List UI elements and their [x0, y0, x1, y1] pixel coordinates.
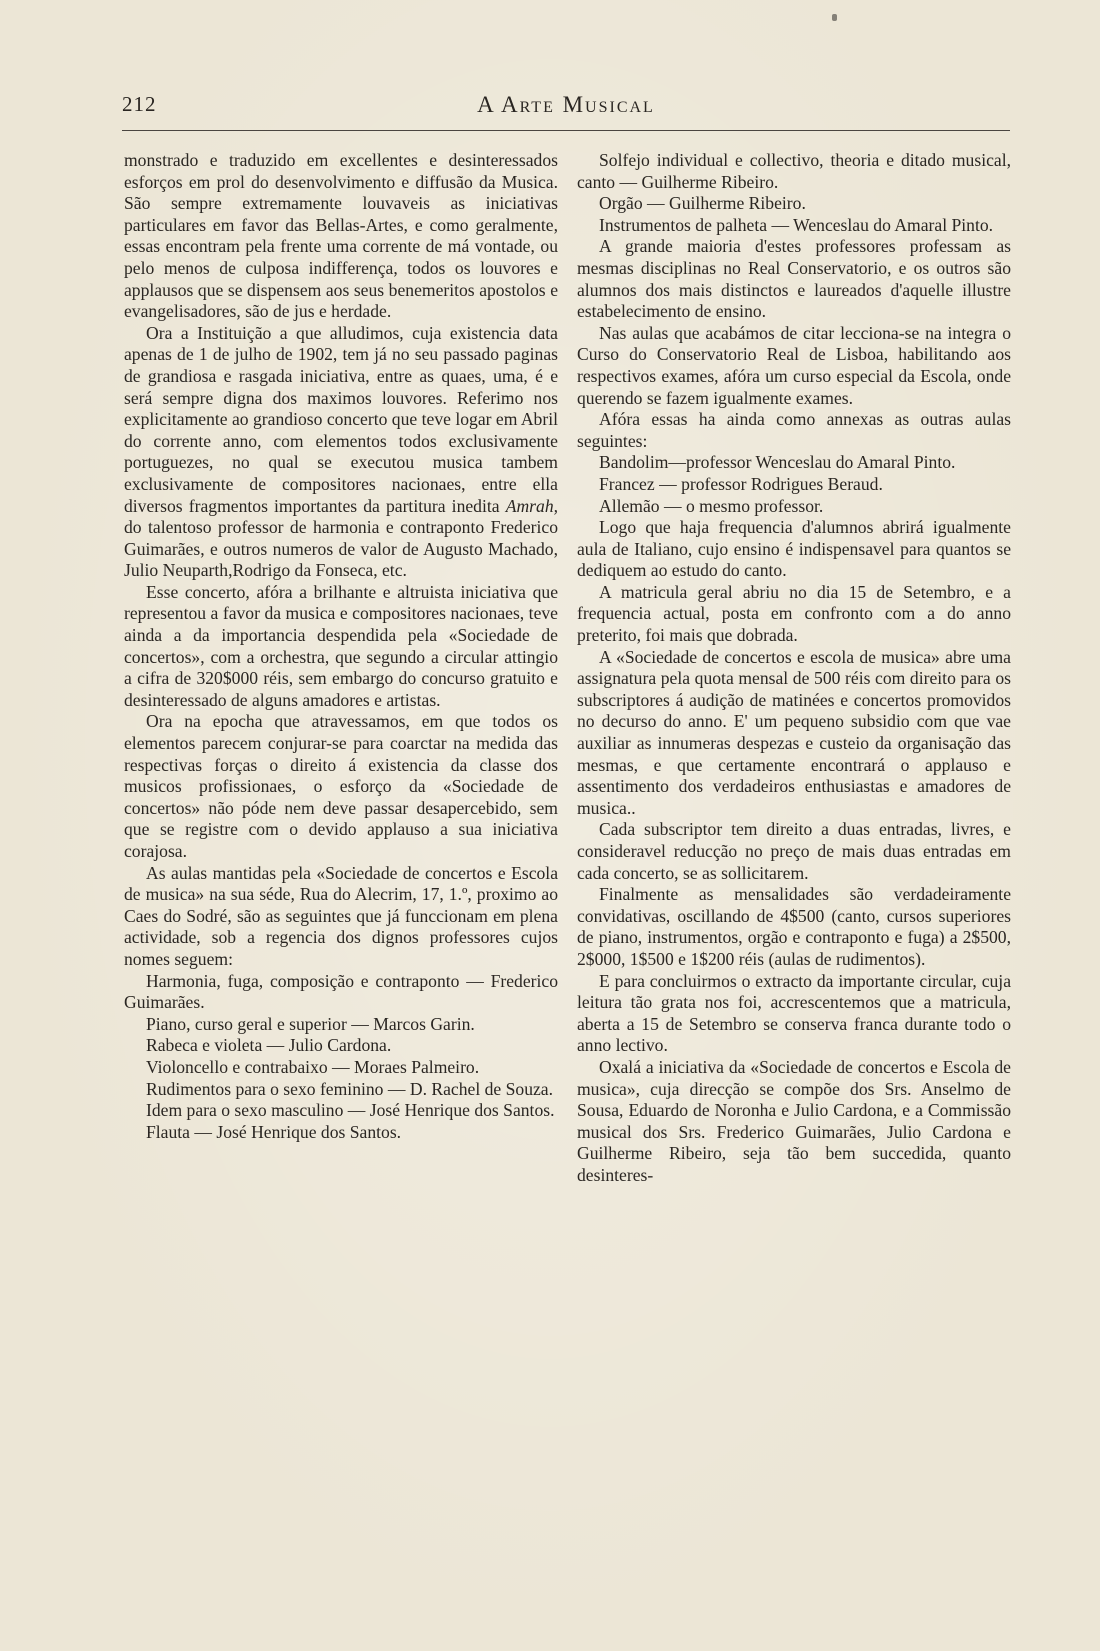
paragraph-text: Ora a Instituição a que alludimos, cuja existencia data apenas de 1 de julho de 1902, tem já no seu passado paginas de grandiosa e rasgada iniciativa, entre as quaes, uma, é e será sempre digna dos maximos louvores. Referimo nos explicitamente ao grandioso concerto que teve logar em Abril do corrente anno, com elementos todos exclusivamente portuguezes, no qual se executou musica tambem exclusivamente de compositores nacionaes, entre ella diversos fragmentos importantes da partitura inedita — [124, 322, 558, 516]
paragraph: Finalmente as mensalidades são verdadeiramente convidativas, oscillando de 4$500 (canto, cursos superiores de piano, instrumentos, orgão e contraponto e fuga) a 2$500, 2$000, 1$500 e 1$200 réis (aulas de rudimentos). — [577, 884, 1011, 969]
paragraph: Ora na epocha que atravessamos, em que todos os elementos parecem conjurar-se para coarctar na medida das respectivas forças o direito á existencia da classe dos musicos profissionaes, o esforço da «Sociedade de concertos» não póde nem deve passar desapercebido, sem que se registre com o devido applauso a sua iniciativa corajosa. — [124, 711, 558, 861]
paragraph: A «Sociedade de concertos e escola de musica» abre uma assignatura pela quota mensal de 500 réis com direito para os subscriptores á audição de matinées e concertos promovidos no decurso do anno. E' um pequeno subsidio com que vae auxiliar as innumeras despezas e custeio da organisação das mesmas, e que certamente encontrará o applauso e assentimento dos verdadeiros enthusiastas e amadores de musica.. — [577, 646, 1011, 818]
paragraph: As aulas mantidas pela «Sociedade de concertos e Escola de musica» na sua séde, Rua do Alecrim, 17, 1.º, proximo ao Caes do Sodré, são as seguintes que já funccionam em plena actividade, sob a regencia dos dignos professores cujos nomes seguem: — [124, 862, 558, 969]
paragraph: Nas aulas que acabámos de citar lecciona-se na integra o Curso do Conservatorio Real de Lisboa, habilitando aos respectivos exames, afóra um curso especial da Escola, onde querendo se fazem igualmente exames. — [577, 322, 1011, 408]
right-column — [577, 150, 1011, 1187]
class-listing: Rabeca e violeta — Julio Cardona. — [146, 1035, 392, 1056]
class-listing: Solfejo individual e collectivo, theoria e ditado musical, canto — Guilherme Ribeiro. — [577, 150, 1011, 192]
class-listing: Idem para o sexo masculino — José Henrique dos Santos. — [146, 1100, 555, 1121]
paragraph: Afóra essas ha ainda como annexas as outras aulas seguintes: — [577, 409, 1011, 451]
page-header — [122, 92, 1010, 122]
running-title: A Arte Musical — [477, 92, 655, 117]
page-number: 212 — [122, 92, 157, 116]
class-listing: Violoncello e contrabaixo — Moraes Palmeiro. — [146, 1056, 480, 1077]
paragraph: monstrado e traduzido em excellentes e desinteressados esforços em prol do desenvolvimento e diffusão da Musica. São sempre extremamente louvaveis as iniciativas particulares em favor das Bellas-Artes, e como geralmente, essas encontram pela frente uma corrente de má vontade, ou pelo menos de culposa indifferença, todos os louvores e applausos que se dispensem aos seus benemeritos apostolos e evangelisadores, são de jus e herdade. — [124, 150, 558, 322]
class-listing: Orgão — Guilherme Ribeiro. — [599, 193, 806, 214]
left-column — [124, 150, 558, 1143]
paragraph: Oxalá a iniciativa da «Sociedade de concertos e Escola de musica», cuja direcção se compõe dos Srs. Anselmo de Sousa, Eduardo de Noronha e Julio Cardona, e a Commissão musical dos Srs. Frederico Guimarães, Julio Cardona e Guilherme Ribeiro, seja tão bem succedida, quanto desinteres- — [577, 1056, 1011, 1185]
class-listing: Francez — professor Rodrigues Beraud. — [599, 473, 883, 494]
paragraph: Logo que haja frequencia d'alumnos abrirá igualmente aula de Italiano, cujo ensino é indispensavel para quantos se dediquem ao estudo do canto. — [577, 517, 1011, 581]
paragraph: A matricula geral abriu no dia 15 de Setembro, e a frequencia actual, posta em confronto com a do anno preterito, foi mais que dobrada. — [577, 581, 1011, 646]
class-listing: Allemão — o mesmo professor. — [599, 495, 824, 516]
class-listing: Instrumentos de palheta — Wenceslau do Amaral Pinto. — [599, 214, 994, 235]
paragraph: E para concluirmos o extracto da importante circular, cuja leitura tão grata nos foi, accrescentemos que a matricula, aberta a 15 de Setembro se conserva franca durante todo o anno lectivo. — [577, 970, 1011, 1056]
paragraph-text: do talentoso professor de harmonia e contraponto Frederico Guimarães, e outros numeros de valor de Augusto Machado, Julio Neuparth,Rodrigo da Fonseca, etc. — [124, 517, 558, 581]
paragraph: Cada subscriptor tem direito a duas entradas, livres, e consideravel reducção no preço de mais duas entradas em cada concerto, se as sollicitarem. — [577, 819, 1011, 883]
paragraph — [124, 323, 558, 582]
class-listing: Rudimentos para o sexo feminino — D. Rachel de Souza. — [146, 1078, 554, 1099]
class-listing: Piano, curso geral e superior — Marcos Garin. — [146, 1013, 475, 1034]
paragraph: Esse concerto, afóra a brilhante e altruista iniciativa que representou a favor da musica e compositores nacionaes, teve ainda a da importancia despendida pela «Sociedade de concertos», com a orchestra, que segundo a circular attingio a cifra de 320$000 réis, sem embargo do concurso gratuito e desinteressado de alguns amadores e artistas. — [124, 581, 558, 710]
class-listing: Harmonia, fuga, composição e contraponto — Frederico Guimarães. — [124, 970, 558, 1013]
paragraph: A grande maioria d'estes professores professam as mesmas disciplinas no Real Conservatorio, e os outros são alumnos dos mais distinctos e laureados d'aquelle illustre estabelecimento de ensino. — [577, 236, 1011, 322]
class-listing: Flauta — José Henrique dos Santos. — [146, 1121, 402, 1142]
header-rule — [122, 130, 1010, 131]
work-title: Amrah, — [505, 495, 559, 516]
ink-speck — [832, 14, 837, 21]
class-listing: Bandolim—professor Wenceslau do Amaral Pinto. — [599, 452, 956, 473]
